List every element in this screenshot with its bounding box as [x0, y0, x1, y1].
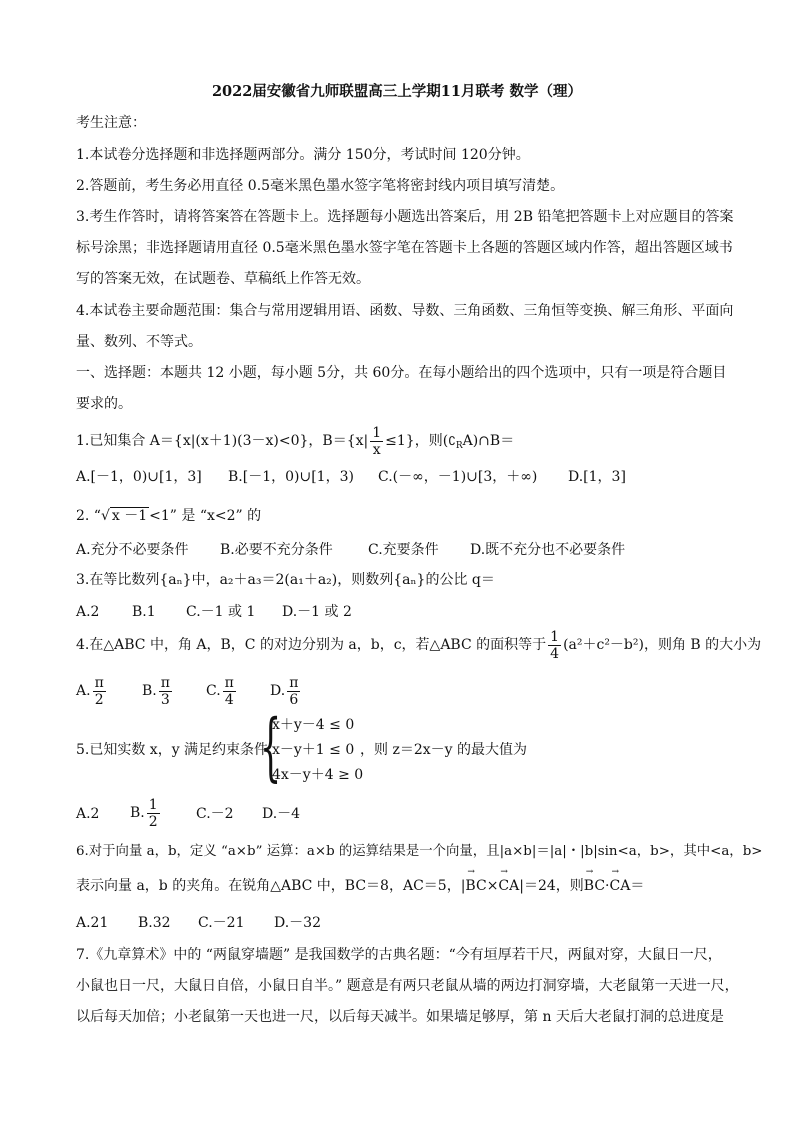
- q4-option-d: [270, 674, 302, 708]
- q5-option-c: C.－2: [196, 806, 234, 822]
- q3-option-b: B.1: [132, 604, 156, 620]
- q4-option-b-num: π: [160, 674, 170, 691]
- q4-fraction-den: 4: [550, 645, 560, 662]
- q1-complement-symbol: ∁: [448, 434, 456, 448]
- notice-line-2: 2.答题前，考生务必用直径 0.5毫米黑色墨水签字笔将密封线内项目填写清楚。: [76, 178, 565, 194]
- q1-stem-part-b: ≤1}，则(: [385, 433, 449, 449]
- q5-constraint-3: 4x－y＋4 ≥ 0: [272, 767, 364, 783]
- q4-fraction-num: 1: [550, 628, 560, 645]
- q5-option-b-letter: B.: [130, 805, 145, 821]
- q6-vector-bc: → BC: [465, 877, 486, 895]
- q4-option-d-num: π: [289, 674, 299, 691]
- question-6-line-1: 6.对于向量 a，b，定义 “a×b” 运算：a×b 的运算结果是一个向量，且|a×b|＝|a|・|b|sin<a，b>，其中<a，b>: [76, 844, 763, 859]
- q5-constraint-1: x＋y－4 ≤ 0: [272, 717, 355, 733]
- q1-fraction: [370, 425, 383, 458]
- notice-heading: 考生注意：: [76, 115, 146, 131]
- q4-option-a-fraction: [93, 675, 106, 708]
- section-heading-line-2: 要求的。: [76, 396, 132, 412]
- question-1-stem: [76, 424, 514, 463]
- q4-fraction: [548, 629, 561, 662]
- notice-line-7: 量、数列、不等式。: [76, 334, 202, 350]
- q6-line2-part-a: 表示向量 a，b 的夹角。在锐角△ABC 中，BC＝8，AC＝5，|: [76, 878, 466, 894]
- notice-line-3: 3.考生作答时，请将答案答在答题卡上。选择题每小题选出答案后，用 2B 铅笔把答题卡上对应题目的答案: [76, 209, 734, 225]
- q2-option-c: C.充要条件: [368, 542, 439, 558]
- question-7-line-1: 7.《九章算术》中的 “两鼠穿墙题” 是我国数学的古典名题：“今有垣厚若干尺，两鼠对穿，大鼠日一尺，: [76, 947, 722, 963]
- q4-option-d-fraction: [287, 675, 300, 708]
- q4-option-d-den: 6: [289, 691, 299, 708]
- q3-option-d: D.－1 或 2: [282, 604, 352, 620]
- q5-constraint-2: x－y＋1 ≤ 0: [272, 742, 355, 758]
- q1-fraction-num: 1: [372, 424, 382, 441]
- q4-option-c-den: 4: [224, 691, 234, 708]
- q1-complement-subscript: R: [455, 441, 463, 451]
- q1-stem-part-a: 1.已知集合 A＝{x|(x＋1)(3－x)<0}，B＝{x|: [76, 433, 369, 449]
- section-heading-line-1: 一、选择题：本题共 12 小题，每小题 5分，共 60分。在每小题给出的四个选项中，只有一项是符合题目: [76, 365, 727, 381]
- q1-option-c: C.(－∞，－1)∪[3，＋∞): [378, 469, 538, 485]
- question-3-stem: 3.在等比数列{aₙ}中，a₂＋a₃＝2(a₁＋a₂)，则数列{aₙ}的公比 q＝: [76, 572, 495, 588]
- q5-option-b: [130, 796, 162, 830]
- q5-option-b-fraction: [147, 797, 160, 830]
- q2-stem-part-b: <1” 是 “x<2” 的: [149, 508, 262, 524]
- exam-title: 2022届安徽省九师联盟高三上学期11月联考 数学（理）: [211, 83, 583, 100]
- q6-vector-ca: → CA: [498, 877, 519, 895]
- q5-option-b-num: 1: [148, 796, 158, 813]
- question-7-line-2: 小鼠也日一尺，大鼠日自倍，小鼠日自半。” 题意是有两只老鼠从墙的两边打洞穿墙，大老鼠第一天进一尺，: [76, 978, 739, 994]
- question-2-stem: [76, 507, 261, 525]
- question-7-line-3: 以后每天加倍；小老鼠第一天也进一尺，以后每天减半。如果墙足够厚，第 n 天后大老鼠打洞的总进度是: [76, 1009, 724, 1025]
- q6-line2-part-c: ＝: [630, 878, 645, 894]
- q1-option-a: A.[－1，0)∪[1，3]: [76, 469, 202, 485]
- q4-option-c: [206, 674, 238, 708]
- q6-vector-bc-2: → BC: [584, 877, 605, 895]
- question-4-stem: [76, 628, 761, 662]
- q5-option-b-den: 2: [148, 813, 158, 830]
- q4-option-b: [142, 674, 174, 708]
- q3-option-c: C.－1 或 1: [186, 604, 256, 620]
- q6-option-d: D.－32: [274, 915, 321, 931]
- q5-option-a: A.2: [76, 806, 100, 822]
- q4-option-b-fraction: [159, 675, 172, 708]
- q1-option-b: B.[－1，0)∪[1，3): [228, 469, 354, 485]
- q4-option-c-num: π: [224, 674, 234, 691]
- q2-option-d: D.既不充分也不必要条件: [470, 542, 626, 558]
- q6-vector-ca-2: → CA: [610, 877, 631, 895]
- q4-stem-part-b: (a²＋c²－b²)，则角 B 的大小为: [563, 637, 762, 653]
- notice-line-6: 4.本试卷主要命题范围：集合与常用逻辑用语、函数、导数、三角函数、三角恒等变换、解三角形、平面向: [76, 303, 734, 319]
- q2-option-b: B.必要不充分条件: [220, 542, 333, 558]
- q4-option-c-letter: C.: [206, 683, 221, 699]
- q4-option-d-letter: D.: [270, 683, 286, 699]
- q4-option-c-fraction: [223, 675, 236, 708]
- q1-fraction-den: x: [372, 441, 381, 458]
- q4-option-a: [76, 674, 108, 708]
- q5-stem-part-a: 5.已知实数 x，y 满足约束条件: [76, 742, 269, 758]
- q4-stem-part-a: 4.在△ABC 中，角 A，B，C 的对边分别为 a，b，c，若△ABC 的面积等于: [76, 637, 547, 653]
- q6-line2-part-b: |＝24，则: [519, 878, 584, 894]
- q4-option-b-letter: B.: [142, 683, 157, 699]
- q6-cross-sign: ×: [486, 878, 499, 894]
- q2-radicand: x －1: [111, 508, 148, 524]
- q4-option-a-num: π: [94, 674, 104, 691]
- q2-stem-part-a: 2. “: [76, 508, 101, 524]
- q4-option-a-den: 2: [94, 691, 104, 708]
- q1-option-d: D.[1，3]: [568, 469, 626, 485]
- q6-dot-sign: ·: [605, 878, 610, 894]
- q6-option-c: C.－21: [198, 915, 245, 931]
- q4-option-b-den: 3: [160, 691, 170, 708]
- q4-option-a-letter: A.: [76, 683, 91, 699]
- q1-stem-part-c: A)∩B＝: [462, 433, 515, 449]
- q3-option-a: A.2: [76, 604, 100, 620]
- q6-option-a: A.21: [76, 915, 109, 931]
- q2-radical-sign: √: [100, 508, 110, 524]
- notice-line-1: 1.本试卷分选择题和非选择题两部分。满分 150分，考试时间 120分钟。: [76, 147, 530, 163]
- q5-option-d: D.－4: [262, 806, 301, 822]
- q5-stem-part-b: ，则 z＝2x－y 的最大值为: [360, 742, 527, 758]
- q2-option-a: A.充分不必要条件: [76, 542, 189, 558]
- notice-line-4: 标号涂黑；非选择题请用直径 0.5毫米黑色墨水签字笔在答题卡上各题的答题区域内作答，超出答题区域书: [76, 240, 733, 256]
- notice-line-5: 写的答案无效，在试题卷、草稿纸上作答无效。: [76, 271, 370, 287]
- q6-option-b: B.32: [138, 915, 171, 931]
- question-6-line-2: [76, 877, 644, 895]
- q5-left-brace: {: [260, 704, 282, 790]
